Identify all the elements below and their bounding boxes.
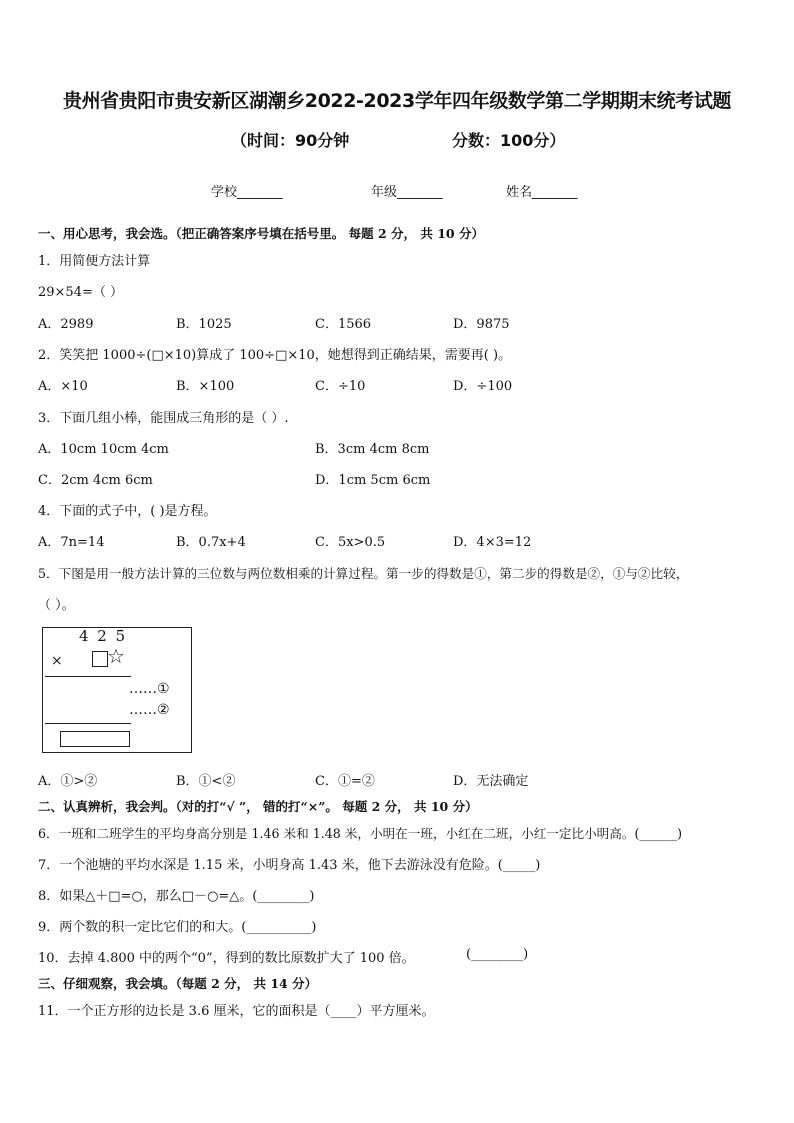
q11: 11．一个正方形的边长是 3.6 厘米，它的面积是（____）平方厘米。 <box>38 1004 435 1019</box>
q4-stem: 4．下面的式子中，( )是方程。 <box>38 504 217 519</box>
q3-stem: 3．下面几组小棒，能围成三角形的是（ ）. <box>38 411 289 426</box>
section-2-title: 二、认真辨析，我会判。（对的打“√ ”， 错的打“×”。 每题 2 分， 共 10 分） <box>38 799 478 814</box>
q5-star-icon: ☆ <box>107 644 125 668</box>
q5-multiplication-figure <box>42 627 192 753</box>
q5-option-c: C．①=② <box>315 774 375 789</box>
exam-score: 分数：100分） <box>452 131 566 150</box>
q3-option-b: B．3cm 4cm 8cm <box>315 442 430 457</box>
section-1-title: 一、用心思考，我会选。（把正确答案序号填在括号里。 每题 2 分， 共 10 分） <box>38 226 484 241</box>
q10-answer-blank: (________) <box>466 947 529 962</box>
q4-option-d: D．4×3=12 <box>453 535 532 550</box>
q2-option-c: C．÷10 <box>315 379 366 394</box>
school-field: 学校_______ <box>211 185 283 200</box>
q5-stem-continued: （ ）。 <box>38 598 75 613</box>
q3-option-c: C．2cm 4cm 6cm <box>38 473 153 488</box>
page-title: 贵州省贵阳市贵安新区湖潮乡2022-2023学年四年级数学第二学期期末统考试题 <box>62 90 732 112</box>
q2-option-d: D．÷100 <box>453 379 513 394</box>
q1-option-b: B．1025 <box>176 317 232 332</box>
q10: 10．去掉 4.800 中的两个“0”，得到的数比原数扩大了 100 倍。 <box>38 951 415 966</box>
q6: 6．一班和二班学生的平均身高分别是 1.46 米和 1.48 米，小明在一班，小红在二班，小红一定比小明高。(______) <box>38 826 683 841</box>
q5-result-box <box>60 731 130 747</box>
q1-option-d: D．9875 <box>453 317 510 332</box>
q5-multiplicand: 4 2 5 <box>79 627 128 645</box>
section-3-title: 三、仔细观察，我会填。（每题 2 分， 共 14 分） <box>38 976 318 991</box>
exam-time: （时间：90分钟 <box>231 131 350 150</box>
q2-stem: 2．笑笑把 1000÷(□×10)算成了 100÷□×10，她想得到正确结果，需要再( )。 <box>38 348 512 363</box>
q1-stem: 1．用简便方法计算 <box>38 254 151 269</box>
q2-option-a: A．×10 <box>38 379 88 394</box>
q1-expression: 29×54=（ ） <box>38 285 124 300</box>
q1-option-c: C．1566 <box>315 317 372 332</box>
q5-stem: 5．下图是用一般方法计算的三位数与两位数相乘的计算过程。第一步的得数是①，第二步的得数是②，①与②比较， <box>38 566 689 581</box>
q3-option-d: D．1cm 5cm 6cm <box>315 473 431 488</box>
q1-option-a: A．2989 <box>38 317 94 332</box>
q5-step-2: ……② <box>129 702 170 718</box>
q9: 9．两个数的积一定比它们的和大。(__________) <box>38 920 317 935</box>
q4-option-c: C．5x>0.5 <box>315 535 386 550</box>
q5-square-icon <box>92 651 108 667</box>
q5-rule-line <box>45 723 131 724</box>
q5-option-b: B．①<② <box>176 774 236 789</box>
q8: 8．如果△＋□=○，那么□－○=△。(________) <box>38 889 315 904</box>
q5-step-1: ……① <box>129 681 170 697</box>
q5-option-d: D．无法确定 <box>453 774 529 789</box>
q4-option-b: B．0.7x+4 <box>176 535 246 550</box>
q2-option-b: B．×100 <box>176 379 235 394</box>
name-field: 姓名_______ <box>506 185 578 200</box>
q5-times-sign: × <box>51 653 63 669</box>
q5-rule-line <box>45 676 131 677</box>
q5-option-a: A．①>② <box>38 774 98 789</box>
q7: 7．一个池塘的平均水深是 1.15 米，小明身高 1.43 米，他下去游泳没有危险。(_____) <box>38 858 541 873</box>
q3-option-a: A．10cm 10cm 4cm <box>38 442 169 457</box>
q4-option-a: A．7n=14 <box>38 535 105 550</box>
grade-field: 年级_______ <box>371 185 443 200</box>
